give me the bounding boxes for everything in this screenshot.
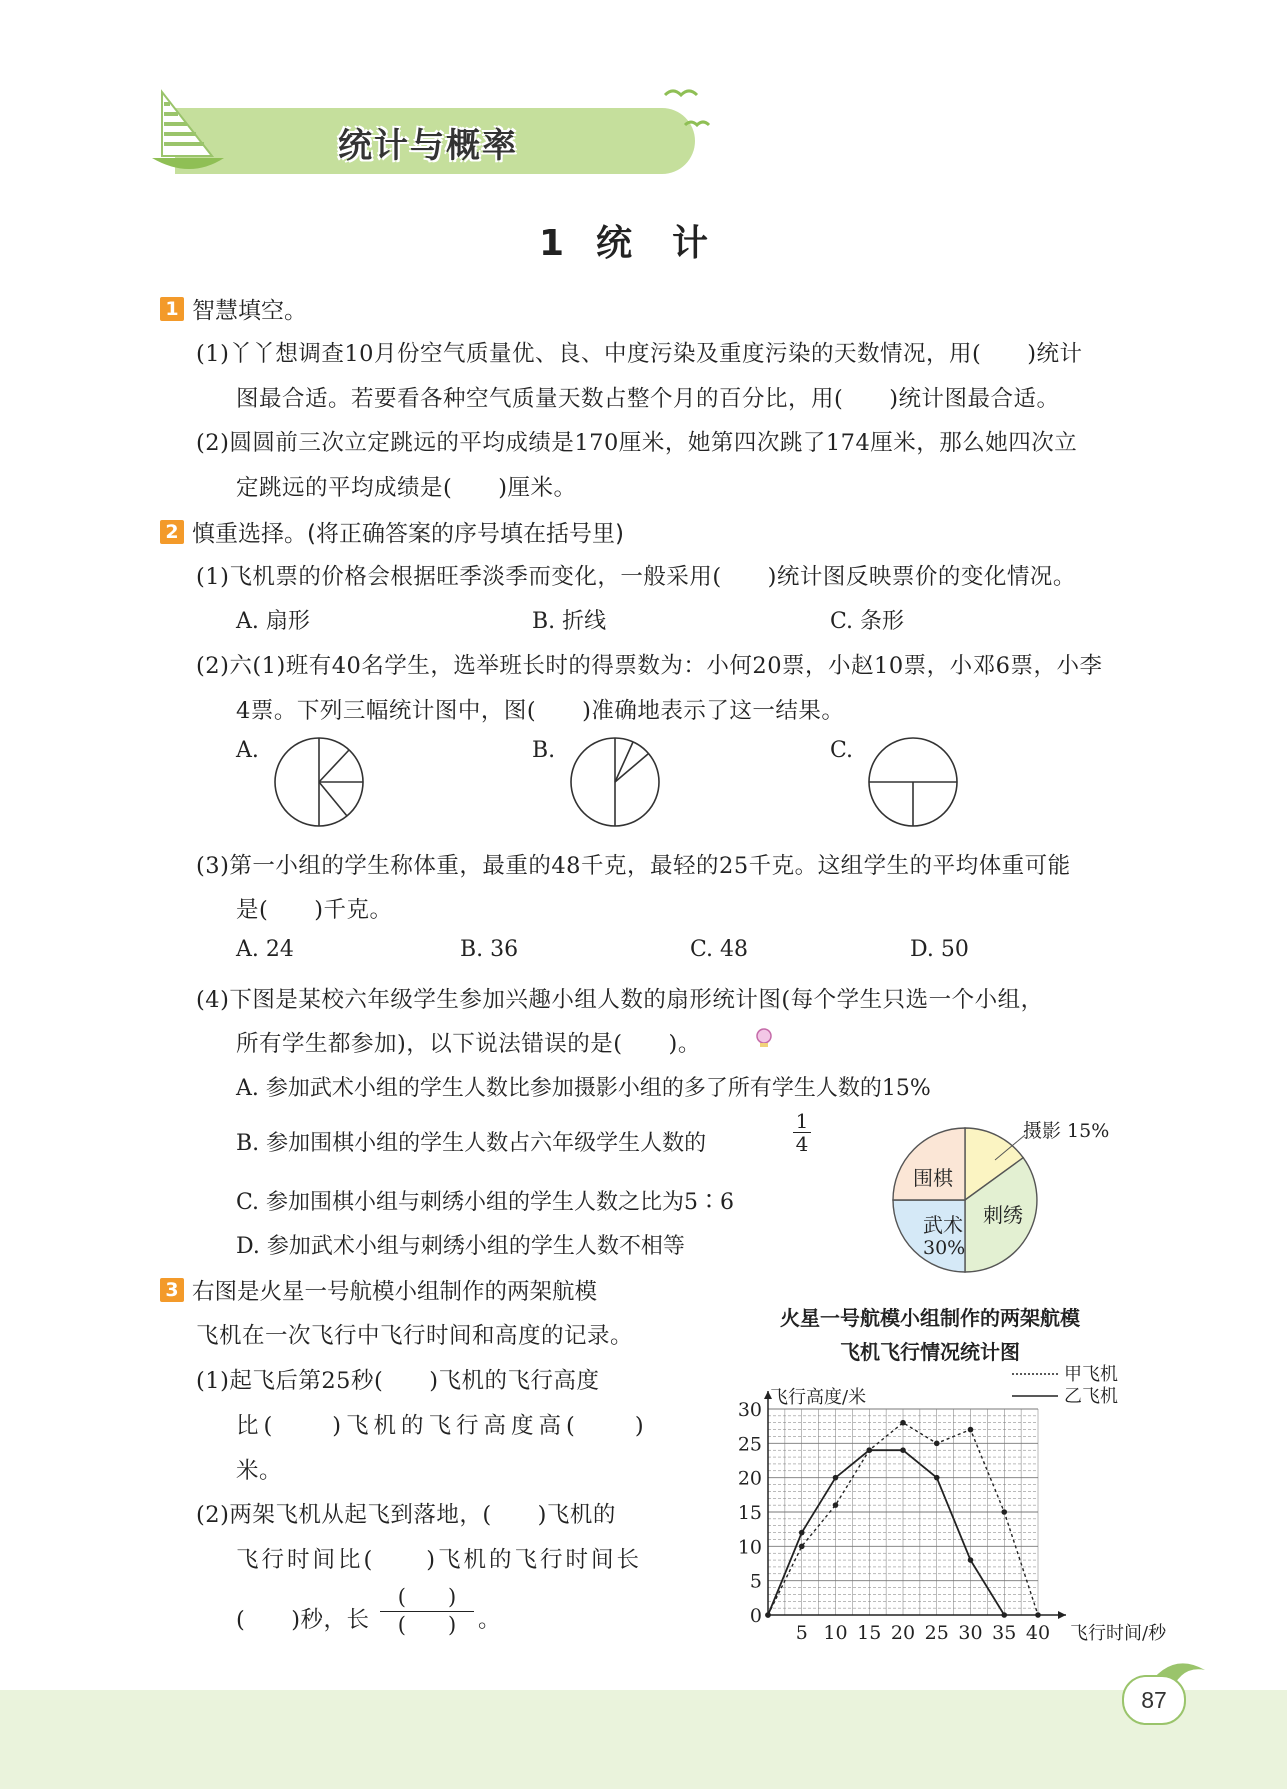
question-text: 是( )千克。 bbox=[236, 897, 393, 923]
question-text: 所有学生都参加)，以下说法错误的是( )。 bbox=[236, 1031, 701, 1057]
y-tick-label: 5 bbox=[749, 1570, 762, 1593]
fraction-numerator: 1 bbox=[795, 1109, 809, 1133]
question-2-heading bbox=[160, 515, 624, 548]
sailboat-icon bbox=[150, 88, 230, 180]
data-point bbox=[900, 1420, 906, 1426]
data-point bbox=[765, 1612, 771, 1618]
question-text: 米。 bbox=[236, 1458, 283, 1484]
x-tick-label: 10 bbox=[823, 1622, 848, 1644]
question-text: (1)丫丫想调查10月份空气质量优、良、中度污染及重度污染的天数情况，用( )统计 bbox=[196, 341, 1083, 367]
question-1-heading bbox=[160, 292, 307, 325]
data-point bbox=[1001, 1509, 1007, 1515]
option-d: D. 参加武术小组与刺绣小组的学生人数不相等 bbox=[236, 1234, 685, 1259]
data-point bbox=[866, 1447, 872, 1453]
chapter-number: 1 bbox=[538, 223, 565, 264]
data-point bbox=[934, 1441, 940, 1447]
data-point bbox=[1001, 1612, 1007, 1618]
page-number: 87 bbox=[1122, 1675, 1186, 1725]
option-c: C. 参加围棋小组与刺绣小组的学生人数之比为5∶6 bbox=[236, 1190, 735, 1215]
legend-label: 甲飞机 bbox=[1064, 1364, 1118, 1385]
question-number-badge: 1 bbox=[160, 297, 184, 321]
chapter-name: 统计 bbox=[596, 223, 749, 264]
data-point bbox=[833, 1502, 839, 1508]
chart-title-line-2: 飞机飞行情况统计图 bbox=[840, 1340, 1020, 1364]
bird-icon bbox=[655, 85, 725, 155]
option-c: C. bbox=[830, 738, 854, 763]
pie-option-a bbox=[272, 735, 366, 829]
question-number-badge: 3 bbox=[160, 1278, 184, 1302]
fraction-denominator: ( ) bbox=[380, 1611, 474, 1639]
question-text: (3)第一小组的学生称体重，最重的48千克，最轻的25千克。这组学生的平均体重可能 bbox=[196, 853, 1071, 879]
chapter-title bbox=[0, 215, 1287, 266]
x-tick-label: 25 bbox=[924, 1622, 949, 1644]
question-text: 图最合适。若要看各种空气质量天数占整个月的百分比，用( )统计图最合适。 bbox=[236, 386, 1060, 412]
y-tick-label: 10 bbox=[737, 1536, 762, 1559]
option-a: A. bbox=[236, 738, 259, 763]
option-a: A. 参加武术小组的学生人数比参加摄影小组的多了所有学生人数的15% bbox=[236, 1076, 931, 1101]
section-title: 统计与概率 bbox=[338, 126, 518, 166]
fraction-denominator: 4 bbox=[793, 1132, 811, 1155]
pie-option-b bbox=[568, 735, 662, 829]
data-point bbox=[799, 1530, 805, 1536]
question-text: ( )秒，长 bbox=[236, 1607, 370, 1633]
pie-label-sheying: 摄影 15% bbox=[1023, 1120, 1110, 1142]
data-point bbox=[833, 1475, 839, 1481]
option-b: B. 36 bbox=[460, 937, 519, 962]
hint-bulb-icon bbox=[752, 1026, 776, 1050]
question-intro: 右图是火星一号航模小组制作的两架航模 bbox=[192, 1279, 598, 1305]
question-number-badge: 2 bbox=[160, 520, 184, 544]
question-title: 智慧填空。 bbox=[192, 298, 307, 324]
flight-line-chart bbox=[700, 1360, 1170, 1665]
y-tick-label: 15 bbox=[737, 1502, 762, 1524]
x-tick-label: 40 bbox=[1025, 1622, 1051, 1644]
pie-label-weiqi: 围棋 bbox=[913, 1166, 953, 1190]
question-text: 。 bbox=[478, 1607, 502, 1633]
question-text: 定跳远的平均成绩是( )厘米。 bbox=[236, 475, 577, 501]
option-c: C. 条形 bbox=[830, 609, 905, 634]
question-text: (1)飞机票的价格会根据旺季淡季而变化，一般采用( )统计图反映票价的变化情况。 bbox=[196, 564, 1076, 590]
data-point bbox=[900, 1447, 906, 1453]
pie-label-wushu-pct: 30% bbox=[923, 1237, 966, 1259]
option-b: B. 参加围棋小组的学生人数占六年级学生人数的 bbox=[236, 1131, 707, 1156]
data-point bbox=[1035, 1612, 1041, 1618]
question-text: 飞行时间比( )飞机的飞行时间长 bbox=[236, 1547, 643, 1573]
chart-title-line-1: 火星一号航模小组制作的两架航模 bbox=[780, 1306, 1080, 1330]
option-b: B. 折线 bbox=[532, 609, 607, 634]
x-tick-label: 20 bbox=[890, 1622, 916, 1644]
question-text: (2)六(1)班有40名学生，选举班长时的得票数为：小何20票，小赵10票，小邓6票，小李 bbox=[196, 653, 1103, 679]
question-text: 4票。下列三幅统计图中，图( )准确地表示了这一结果。 bbox=[236, 698, 845, 724]
option-b: B. bbox=[532, 738, 556, 763]
option-a: A. 扇形 bbox=[236, 609, 310, 634]
option-d: D. 50 bbox=[910, 937, 969, 962]
data-point bbox=[934, 1475, 940, 1481]
question-text: (2)圆圆前三次立定跳远的平均成绩是170厘米，她第四次跳了174厘米，那么她四次立 bbox=[196, 430, 1078, 456]
question-text: 比( )飞机的飞行高度高( ) bbox=[236, 1413, 649, 1439]
y-tick-label: 20 bbox=[737, 1467, 762, 1490]
question-text: 飞机在一次飞行中飞行时间和高度的记录。 bbox=[196, 1323, 634, 1349]
answer-fraction-blank bbox=[380, 1584, 474, 1640]
y-axis-label: 飞行高度/米 bbox=[770, 1387, 867, 1408]
question-text: (4)下图是某校六年级学生参加兴趣小组人数的扇形统计图(每个学生只选一个小组， bbox=[196, 987, 1044, 1013]
question-3-heading bbox=[160, 1274, 597, 1306]
x-tick-label: 30 bbox=[958, 1622, 983, 1644]
x-axis-arrow bbox=[1058, 1611, 1066, 1619]
footer-band bbox=[0, 1690, 1287, 1789]
x-axis-label: 飞行时间/秒 bbox=[1070, 1623, 1167, 1644]
fraction-one-quarter bbox=[793, 1110, 811, 1155]
legend-label: 乙飞机 bbox=[1064, 1386, 1118, 1407]
data-point bbox=[968, 1557, 974, 1563]
pie-label-cixiu: 刺绣 bbox=[983, 1203, 1023, 1227]
question-title: 慎重选择。(将正确答案的序号填在括号里) bbox=[192, 521, 624, 547]
y-tick-label: 0 bbox=[749, 1605, 762, 1627]
question-text: (1)起飞后第25秒( )飞机的飞行高度 bbox=[196, 1368, 600, 1394]
x-tick-label: 35 bbox=[992, 1622, 1017, 1644]
option-a: A. 24 bbox=[236, 937, 294, 962]
question-text: (2)两架飞机从起飞到落地，( )飞机的 bbox=[196, 1502, 616, 1528]
option-c: C. 48 bbox=[690, 937, 749, 962]
pie-label-wushu: 武术 bbox=[923, 1213, 963, 1237]
x-tick-label: 15 bbox=[857, 1622, 882, 1644]
data-point bbox=[968, 1427, 974, 1433]
data-point bbox=[799, 1544, 805, 1550]
pie-option-c bbox=[866, 735, 960, 829]
x-tick-label: 5 bbox=[795, 1622, 808, 1644]
y-tick-label: 25 bbox=[737, 1433, 762, 1456]
fraction-numerator: ( ) bbox=[397, 1585, 457, 1609]
y-tick-label: 30 bbox=[737, 1399, 762, 1421]
